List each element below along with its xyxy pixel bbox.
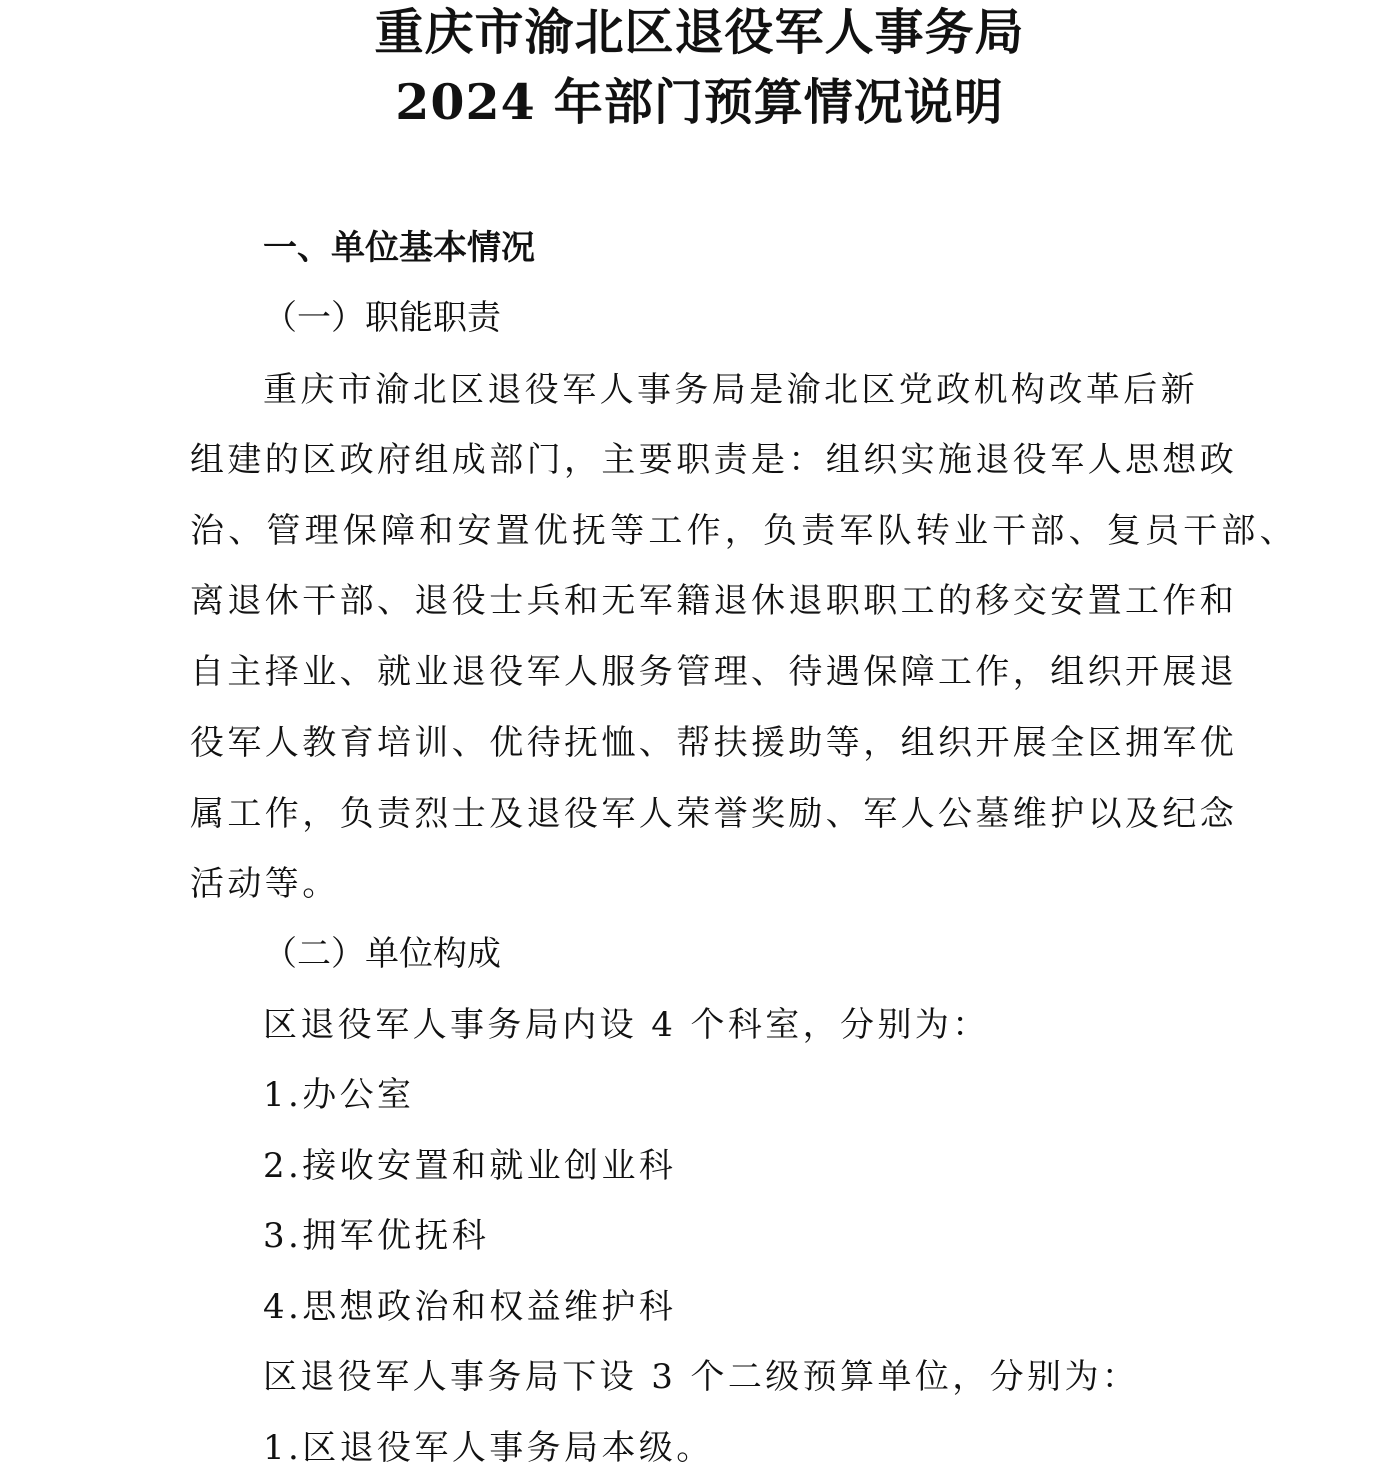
offices-intro: 区退役军人事务局内设 4 个科室，分别为： bbox=[263, 1005, 990, 1045]
paragraph-line: 重庆市渝北区退役军人事务局是渝北区党政机构改革后新 bbox=[263, 370, 1198, 410]
office-item: 3.拥军优抚科 bbox=[263, 1216, 490, 1256]
paragraph-line: 离退休干部、退役士兵和无军籍退休退职职工的移交安置工作和 bbox=[190, 581, 1238, 621]
subsection-heading-composition: （二）单位构成 bbox=[263, 934, 501, 974]
paragraph-line: 自主择业、就业退役军人服务管理、待遇保障工作，组织开展退 bbox=[190, 652, 1238, 692]
paragraph-line: 组建的区政府组成部门，主要职责是：组织实施退役军人思想政 bbox=[190, 440, 1238, 480]
paragraph-line: 治、管理保障和安置优抚等工作，负责军队转业干部、复员干部、 bbox=[190, 511, 1298, 551]
paragraph-line: 活动等。 bbox=[190, 864, 340, 904]
budget-units-intro: 区退役军人事务局下设 3 个二级预算单位，分别为： bbox=[263, 1357, 1140, 1397]
office-item: 4.思想政治和权益维护科 bbox=[263, 1287, 677, 1327]
document-title-line-1: 重庆市渝北区退役军人事务局 bbox=[374, 3, 1025, 61]
paragraph-line: 属工作，负责烈士及退役军人荣誉奖励、军人公墓维护以及纪念 bbox=[190, 794, 1238, 834]
document-title-line-2: 2024 年部门预算情况说明 bbox=[395, 73, 1004, 131]
office-item: 2.接收安置和就业创业科 bbox=[263, 1146, 677, 1186]
budget-unit-item: 1.区退役军人事务局本级。 bbox=[263, 1428, 714, 1468]
office-item: 1.办公室 bbox=[263, 1075, 415, 1115]
section-heading-basic-info: 一、单位基本情况 bbox=[263, 228, 535, 268]
paragraph-line: 役军人教育培训、优待抚恤、帮扶援助等，组织开展全区拥军优 bbox=[190, 723, 1238, 763]
subsection-heading-functions: （一）职能职责 bbox=[263, 298, 501, 338]
